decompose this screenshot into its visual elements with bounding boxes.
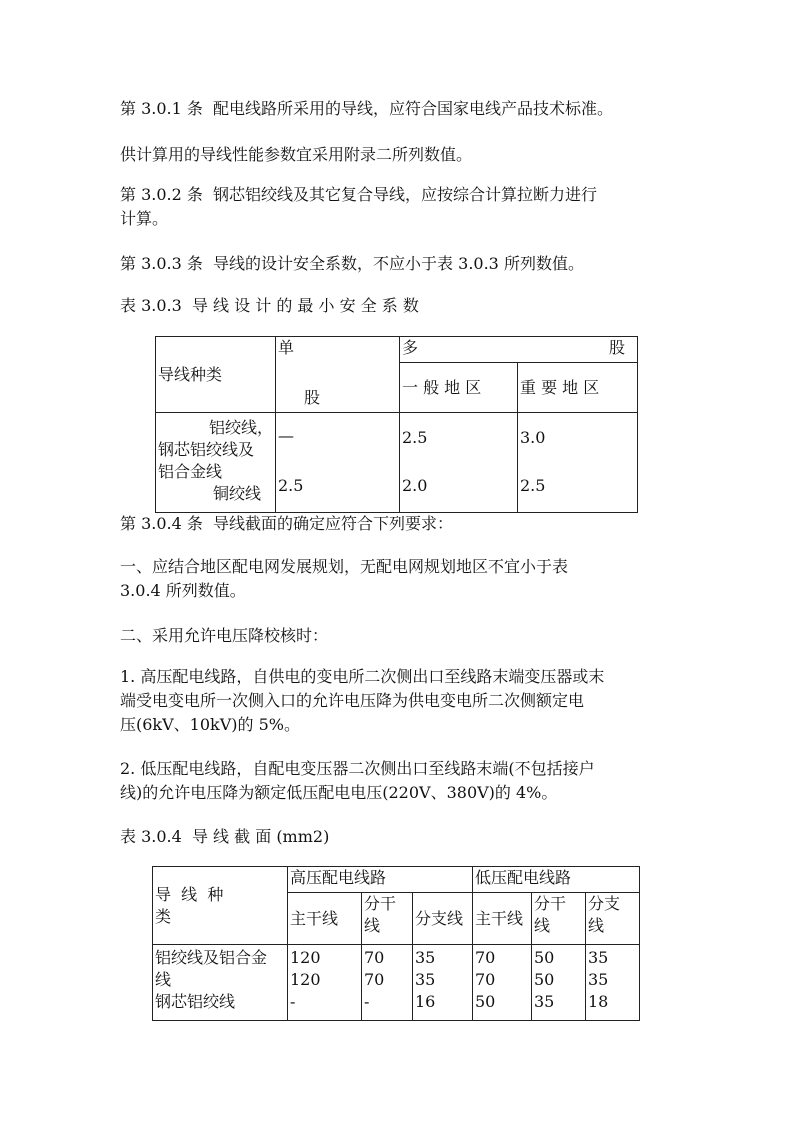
t2-high-sub-2: 35 [415,970,436,989]
t2-low-branch-cell [532,945,586,1021]
clause-3-0-4-item1-line2: 3.0.4 所列数值。 [120,581,246,600]
table-3-0-4 [152,866,640,1021]
single-value-1: — [278,426,294,445]
t2-high-main-cell [288,945,362,1021]
type-aluminum: 铝绞线， [208,418,273,437]
t2-low-sub-3: 18 [588,992,609,1011]
general-value-2: 2.0 [402,476,428,495]
clause-3-0-2-line2: 计算。 [120,209,169,228]
header-high-sub: 分支线 [413,893,473,945]
table-3-0-3 [155,336,638,513]
t2-low-main-2: 70 [475,970,496,989]
clause-3-0-3: 第 3.0.3 条 导线的设计安全系数，不应小于表 3.0.3 所列数值。 [120,254,584,273]
t2-low-main-cell [473,945,532,1021]
header-high-branch [362,893,413,945]
t2-types-cell [153,945,288,1021]
header-single-strand [276,337,400,413]
header-multi-left: 多 [402,338,419,357]
header-low-main: 主干线 [473,893,532,945]
header-single-top: 单 [278,338,295,357]
t2-high-sub-cell [413,945,473,1021]
clause-3-0-2-line1: 第 3.0.2 条 钢芯铝绞线及其它复合导线，应按综合计算拉断力进行 [120,185,598,204]
header-low-branch-line1: 分干 [534,894,567,913]
header-high-main: 主干线 [288,893,362,945]
header-low-branch [532,893,586,945]
header-multi-right: 股 [608,338,625,357]
important-value-1: 3.0 [520,428,546,447]
type-aluminum-alloy: 铝合金线 [158,462,223,481]
header-conductor-type: 导线种类 [156,337,276,413]
single-value-2: 2.5 [278,476,304,495]
clause-3-0-4-item1-line1: 一、应结合地区配电网发展规划，无配电网规划地区不宜小于表 [120,557,569,576]
high-voltage-line2: 端受电变电所一次侧入口的允许电压降为供电变电所二次侧额定电 [120,691,585,710]
header-low-sub-line1: 分支 [588,894,621,913]
header-general-area: 一 般 地 区 [400,363,518,413]
table-3-0-3-caption: 表 3.0.3 导 线 设 计 的 最 小 安 全 系 数 [120,296,419,315]
type-acsr: 钢芯铝绞线及 [158,440,255,459]
t2-type-2: 线 [155,970,172,989]
t2-low-branch-3: 35 [534,992,555,1011]
header-high-branch-line2: 线 [364,916,381,935]
t2-low-sub-cell [586,945,640,1021]
header-low-sub-line2: 线 [588,916,605,935]
t2-high-main-1: 120 [290,948,321,967]
t2-high-branch-3: - [364,992,370,1011]
clause-3-0-4: 第 3.0.4 条 导线截面的确定应符合下列要求： [120,514,454,533]
header-high-voltage: 高压配电线路 [288,867,473,893]
low-voltage-line2: 线)的允许电压降为额定低压配电电压(220V、380V)的 4%。 [120,783,558,802]
t2-high-branch-1: 70 [364,948,385,967]
t2-low-sub-2: 35 [588,970,609,989]
row-types-cell [156,413,276,513]
t2-high-sub-3: 16 [415,992,436,1011]
t2-type-1: 铝绞线及铝合金 [155,948,268,967]
header-type-line1: 导 线 种 [155,884,224,904]
header-multi-strand [400,337,638,363]
t2-type-3: 钢芯铝绞线 [155,992,236,1011]
t2-high-main-3: - [290,992,296,1011]
general-value-1: 2.5 [402,428,428,447]
high-voltage-line3: 压(6kV、10kV)的 5%。 [120,715,300,734]
t2-low-branch-1: 50 [534,948,555,967]
t2-low-branch-2: 50 [534,970,555,989]
t2-low-sub-1: 35 [588,948,609,967]
single-values-cell [276,413,400,513]
header-conductor-type-2 [153,867,288,945]
t2-high-main-2: 120 [290,970,321,989]
t2-low-main-3: 50 [475,992,496,1011]
header-low-voltage: 低压配电线路 [473,867,640,893]
clause-3-0-4-item2: 二、采用允许电压降校核时： [120,626,329,645]
header-important-area: 重 要 地 区 [518,363,638,413]
header-low-branch-line2: 线 [534,916,551,935]
clause-3-0-1: 第 3.0.1 条 配电线路所采用的导线，应符合国家电线产品技术标准。 [120,99,614,118]
t2-high-sub-1: 35 [415,948,436,967]
important-value-2: 2.5 [520,476,546,495]
header-type-line2: 类 [155,906,172,926]
table-3-0-4-caption: 表 3.0.4 导 线 截 面 (mm2) [120,827,330,846]
header-single-bottom: 股 [304,388,321,407]
high-voltage-line1: 1. 高压配电线路，自供电的变电所二次侧出口至线路末端变压器或末 [120,667,605,686]
important-values-cell [518,413,638,513]
t2-high-branch-cell [362,945,413,1021]
header-high-branch-line1: 分干 [364,894,397,913]
clause-3-0-1-note: 供计算用的导线性能参数宜采用附录二所列数值。 [120,145,473,164]
general-values-cell [400,413,518,513]
t2-high-branch-2: 70 [364,970,385,989]
low-voltage-line1: 2. 低压配电线路，自配电变压器二次侧出口至线路末端(不包括接户 [120,759,595,778]
type-copper: 铜绞线 [212,484,261,503]
header-low-sub [586,893,640,945]
t2-low-main-1: 70 [475,948,496,967]
